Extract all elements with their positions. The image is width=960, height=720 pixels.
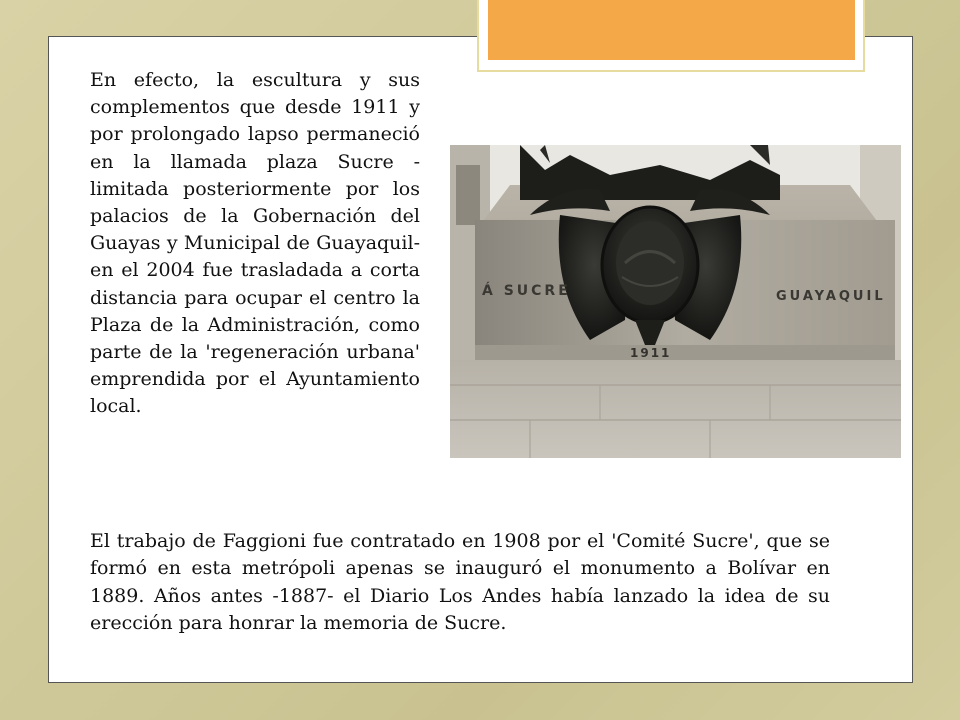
inscription-left: Á SUCRE xyxy=(482,283,571,299)
paragraph-sculpture-relocation: En efecto, la escultura y sus complementos que desde 1911 y por prolongado lapso permaneció en la llamada plaza Sucre -limitada posteriormente por los palacios de la Gobernación del Guayas y Municipal de Guayaquil- en el 2004 fue trasladada a corta distancia para ocupar el centro la Plaza de la Administración, como parte de la 'regeneración urbana' emprendida por el Ayuntamiento local. xyxy=(90,69,420,418)
paragraph-faggioni-contract: El trabajo de Faggioni fue contratado en 1908 por el 'Comité Sucre', que se formó en esta metrópoli apenas se inauguró el monumento a Bolívar en 1889. Años antes -1887- el Diario Los Andes había lanzado la idea de su erección para honrar la memoria de Sucre. xyxy=(90,530,830,635)
accent-bar xyxy=(488,0,855,60)
monument-photo xyxy=(450,145,901,458)
monument-illustration xyxy=(450,145,901,458)
inscription-year: 1911 xyxy=(630,346,672,360)
inscription-right: GUAYAQUIL xyxy=(776,289,886,304)
